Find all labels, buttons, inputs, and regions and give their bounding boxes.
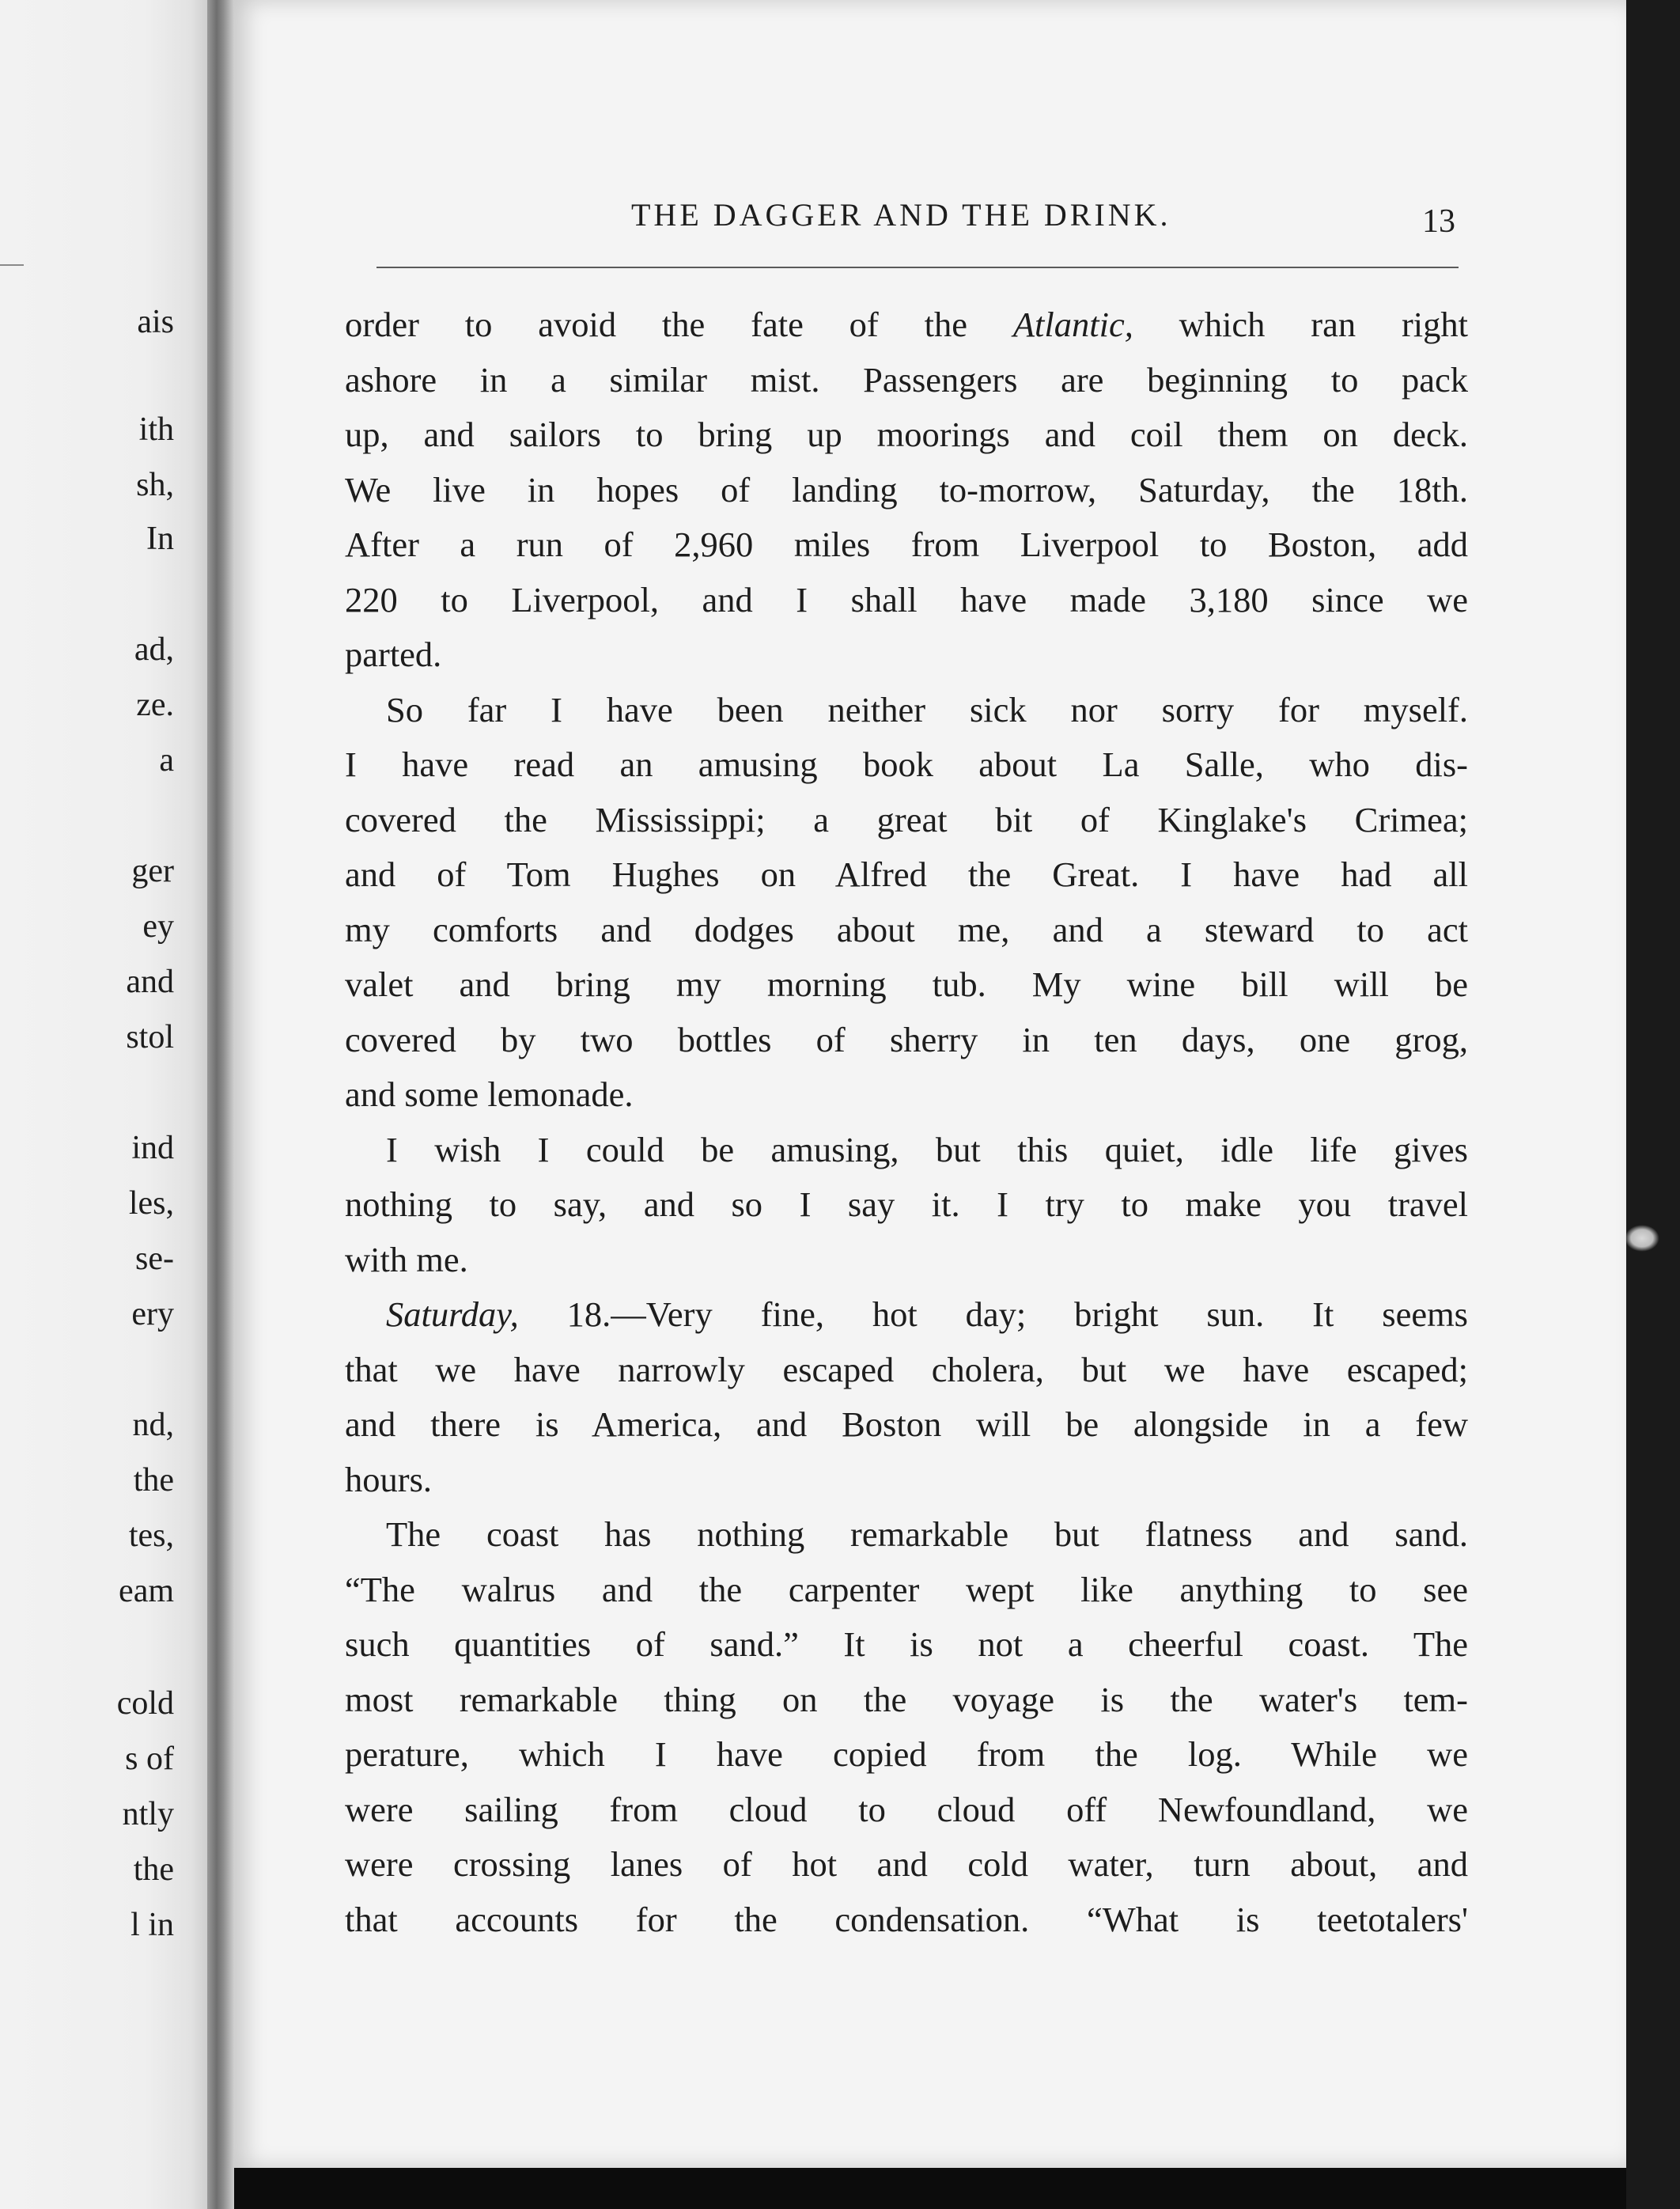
text-line: and some lemonade. xyxy=(345,1074,634,1114)
left-page-fragment: ntly xyxy=(122,1796,174,1832)
text-line: parted. xyxy=(345,635,442,674)
page-number: 13 xyxy=(1422,203,1455,240)
left-page-fragment: sh, xyxy=(136,467,174,503)
left-page-fragment: the xyxy=(133,1851,174,1888)
text-line: valet and bring my morning tub. My wine bill will be xyxy=(345,964,1468,1004)
text-line: After a run of 2,960 miles from Liverpool to Boston, add xyxy=(345,525,1468,564)
text-line: covered the Mississippi; a great bit of Kinglake's Crimea; xyxy=(345,799,1468,839)
left-page-rule xyxy=(0,264,24,266)
text-line: covered by two bottles of sherry in ten days, one grog, xyxy=(345,1019,1468,1059)
left-facing-page xyxy=(0,0,207,2209)
left-page-fragment: a xyxy=(159,742,174,779)
book-gutter xyxy=(207,0,234,2209)
text-line: ashore in a similar mist. Passengers are beginning to pack xyxy=(345,359,1468,400)
text-line: I wish I could be amusing, but this quiet, idle life gives xyxy=(386,1129,1468,1169)
text-line: nothing to say, and so I say it. I try to make you travel xyxy=(345,1184,1468,1224)
text-line: We live in hopes of landing to-morrow, Saturday, the 18th. xyxy=(345,469,1468,510)
left-page-fragment: ze. xyxy=(136,687,174,723)
text-line: So far I have been neither sick nor sorry for myself. xyxy=(386,689,1468,729)
paper-speck xyxy=(1625,1225,1659,1252)
text-line: with me. xyxy=(345,1239,468,1279)
left-page-fragment: ad, xyxy=(134,631,174,668)
left-page-fragment: les, xyxy=(128,1185,174,1222)
left-page-fragment: the xyxy=(133,1462,174,1499)
left-page-fragment: cold xyxy=(116,1685,174,1722)
text-line: such quantities of sand.” It is not a cheerful coast. The xyxy=(345,1624,1468,1664)
text-line: perature, which I have copied from the log. While we xyxy=(345,1734,1468,1774)
page-bottom-edge xyxy=(234,2168,1626,2209)
left-page-fragment: ger xyxy=(131,853,174,889)
left-page-fragment: ais xyxy=(137,304,174,340)
running-head: THE DAGGER AND THE DRINK. xyxy=(631,197,1171,233)
left-page-fragment: nd, xyxy=(132,1407,174,1443)
left-page-fragment: se- xyxy=(135,1241,174,1277)
text-line: were sailing from cloud to cloud off Newfoundland, we xyxy=(345,1789,1468,1829)
text-line: hours. xyxy=(345,1459,433,1499)
text-line: most remarkable thing on the voyage is the water's tem- xyxy=(345,1679,1468,1719)
text-line: my comforts and dodges about me, and a steward to act xyxy=(345,909,1468,949)
text-line: 220 to Liverpool, and I shall have made 3,180 since we xyxy=(345,579,1468,620)
header-rule xyxy=(376,267,1459,268)
left-page-fragment: In xyxy=(146,521,174,557)
text-line: order to avoid the fate of the Atlantic, which ran right xyxy=(345,305,1468,344)
body-text xyxy=(345,297,1468,1947)
text-line: and there is America, and Boston will be alongside in a few xyxy=(345,1404,1468,1444)
left-page-fragment: ey xyxy=(142,908,174,945)
text-line: were crossing lanes of hot and cold water, turn about, and xyxy=(345,1844,1468,1884)
left-page-fragment: ery xyxy=(131,1296,174,1332)
left-page-fragment: s of xyxy=(125,1741,174,1777)
text-line: that accounts for the condensation. “What is teetotalers' xyxy=(345,1899,1468,1939)
left-page-fragment: stol xyxy=(126,1019,174,1055)
text-line: I have read an amusing book about La Salle, who dis- xyxy=(345,745,1468,784)
left-page-fragment: tes, xyxy=(128,1518,174,1554)
left-page-fragment: eam xyxy=(119,1573,174,1609)
text-line: “The walrus and the carpenter wept like anything to see xyxy=(345,1569,1468,1609)
text-line: that we have narrowly escaped cholera, but we have escaped; xyxy=(345,1349,1468,1389)
text-line: and of Tom Hughes on Alfred the Great. I have had all xyxy=(345,854,1468,894)
left-page-fragment: l in xyxy=(131,1907,174,1943)
text-line: The coast has nothing remarkable but flatness and sand. xyxy=(386,1514,1468,1554)
left-page-fragment: and xyxy=(126,964,174,1000)
text-line: up, and sailors to bring up moorings and coil them on deck. xyxy=(345,415,1468,454)
left-page-fragment: ind xyxy=(131,1130,174,1166)
left-page-fragment: ith xyxy=(138,411,174,448)
text-line: Saturday, 18.—Very fine, hot day; bright sun. It seems xyxy=(386,1294,1468,1334)
